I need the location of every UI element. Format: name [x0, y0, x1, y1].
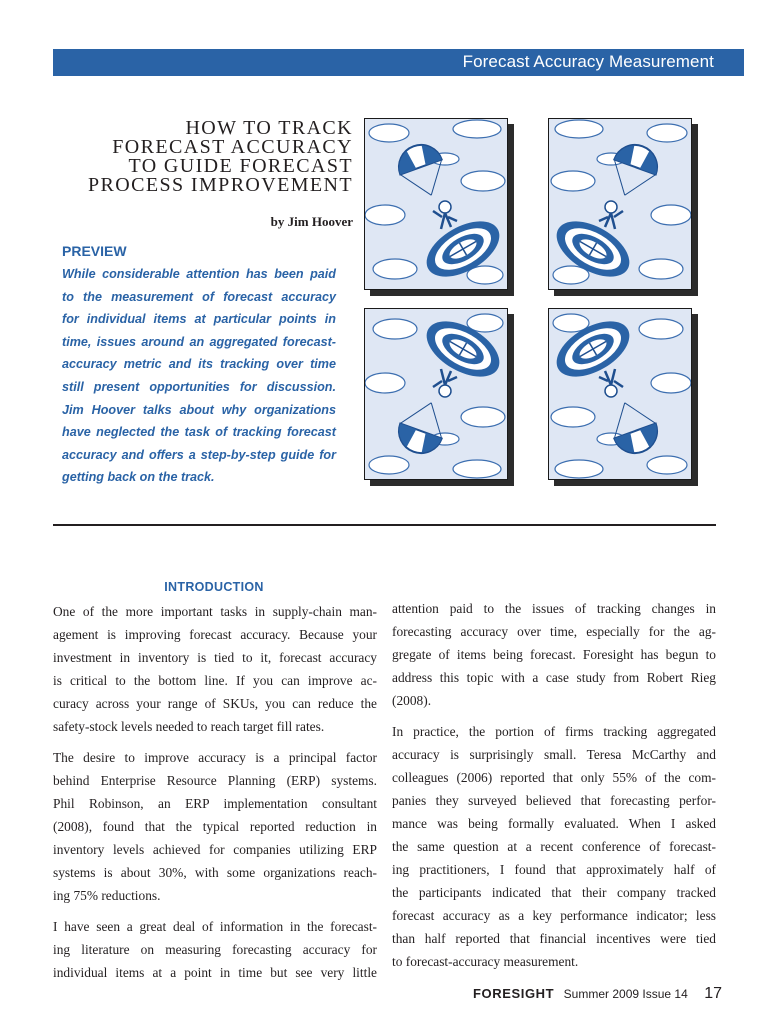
text-line: ing 75% reductions.	[53, 888, 161, 903]
text-line: attention paid to the issues of tracking changes in	[392, 601, 716, 616]
text-line: (2008), found that the typical reported reduction in	[53, 819, 377, 834]
text-line: is critical to the bottom line. If you can improve ac-	[53, 673, 377, 688]
paragraph	[392, 597, 716, 712]
illustration-panel-skydiver-target	[548, 118, 692, 290]
preview-line: to the measurement of forecast accuracy	[62, 289, 336, 304]
section-banner	[53, 49, 744, 76]
text-line: ing practitioners, I found that approximately half of	[392, 862, 716, 877]
article-title	[40, 119, 353, 195]
preview-line: still present opportunities for discussion.	[62, 379, 336, 394]
text-line: systems is about 30%, with some organizations reach-	[53, 865, 377, 880]
text-line: behind Enterprise Resource Planning (ERP) systems.	[53, 773, 377, 788]
banner-title: Forecast Accuracy Measurement	[462, 52, 714, 71]
body-column-left	[53, 600, 377, 992]
text-line: than half reported that financial incentives were tied	[392, 931, 716, 946]
illustration-panel-skydiver-target	[548, 308, 692, 480]
preview-heading: PREVIEW	[62, 243, 127, 259]
preview-line: time, issues around an aggregated forecast-	[62, 334, 336, 349]
title-line: PROCESS IMPROVEMENT	[88, 174, 353, 196]
preview-line: accuracy metric and its tracking over time	[62, 357, 336, 372]
page-footer	[473, 985, 722, 1003]
text-line: to forecast-accuracy measurement.	[392, 954, 579, 969]
section-divider	[53, 524, 716, 526]
illustration-panel-skydiver-target	[364, 308, 508, 480]
text-line: investment in inventory is tied to it, forecast accuracy	[53, 650, 377, 665]
text-line: the participants indicated that their company tracked	[392, 885, 716, 900]
preview-line: have neglected the task of tracking forecast	[62, 425, 336, 440]
preview-line: for individual items at particular points in	[62, 312, 336, 327]
text-line: panies they surveyed believed that forecasting perfor-	[392, 793, 716, 808]
preview-line: accuracy and offers a step-by-step guide for	[62, 447, 336, 462]
text-line: I have seen a great deal of information in the forecast-	[53, 919, 377, 934]
preview-line: While considerable attention has been paid	[62, 267, 336, 281]
text-line: One of the more important tasks in supply-chain man-	[53, 604, 377, 619]
text-line: address this topic with a case study from Robert Rieg	[392, 670, 716, 685]
paragraph	[53, 600, 377, 738]
text-line: agement is improving forecast accuracy. Because your	[53, 627, 377, 642]
page-number: 17	[704, 985, 722, 1002]
text-line: the same question at a recent conference of forecast-	[392, 839, 716, 854]
text-line: forecast accuracy as a key performance indicator; less	[392, 908, 716, 923]
text-line: mance was being formally evaluated. When I asked	[392, 816, 716, 831]
text-line: (2008).	[392, 693, 432, 708]
paragraph	[392, 720, 716, 973]
skydiver-target-illustration	[549, 119, 691, 289]
preview-line: Jim Hoover talks about why organizations	[62, 402, 336, 417]
illustration-panel-skydiver-target	[364, 118, 508, 290]
text-line: inventory levels achieved for companies utilizing ERP	[53, 842, 377, 857]
preview-text	[62, 263, 336, 489]
text-line: forecasting accuracy over time, especially for the ag-	[392, 624, 716, 639]
skydiver-target-illustration	[365, 119, 507, 289]
text-line: The desire to improve accuracy is a principal factor	[53, 750, 377, 765]
introduction-heading: INTRODUCTION	[164, 580, 264, 594]
text-line: colleagues (2006) reported that only 55% of the com-	[392, 770, 716, 785]
skydiver-target-illustration	[365, 309, 507, 479]
text-line: accuracy is surprisingly small. Teresa McCarthy and	[392, 747, 716, 762]
title-line: TO GUIDE FORECAST	[128, 155, 353, 177]
issue-info: Summer 2009 Issue 14	[563, 987, 688, 1001]
journal-name: FORESIGHT	[472, 986, 555, 1001]
text-line: In practice, the portion of firms tracking aggregated	[392, 724, 716, 739]
paragraph	[53, 915, 377, 984]
preview-line: getting back on the track.	[62, 470, 215, 485]
article-byline: by Jim Hoover	[270, 214, 353, 229]
skydiver-target-illustration	[549, 309, 691, 479]
text-line: ing literature on measuring forecasting accuracy for	[53, 942, 377, 957]
text-line: individual items at a point in time but see very little	[53, 965, 377, 980]
text-line: curacy across your range of SKUs, you can reduce the	[53, 696, 377, 711]
text-line: Phil Robinson, an ERP implementation consultant	[53, 796, 377, 811]
body-column-right	[392, 597, 716, 981]
text-line: safety-stock levels needed to reach target fill rates.	[53, 719, 325, 734]
title-line: FORECAST ACCURACY	[112, 136, 353, 158]
paragraph	[53, 746, 377, 907]
title-line: HOW TO TRACK	[185, 117, 353, 139]
text-line: gregate of items being forecast. Foresight has begun to	[392, 647, 716, 662]
